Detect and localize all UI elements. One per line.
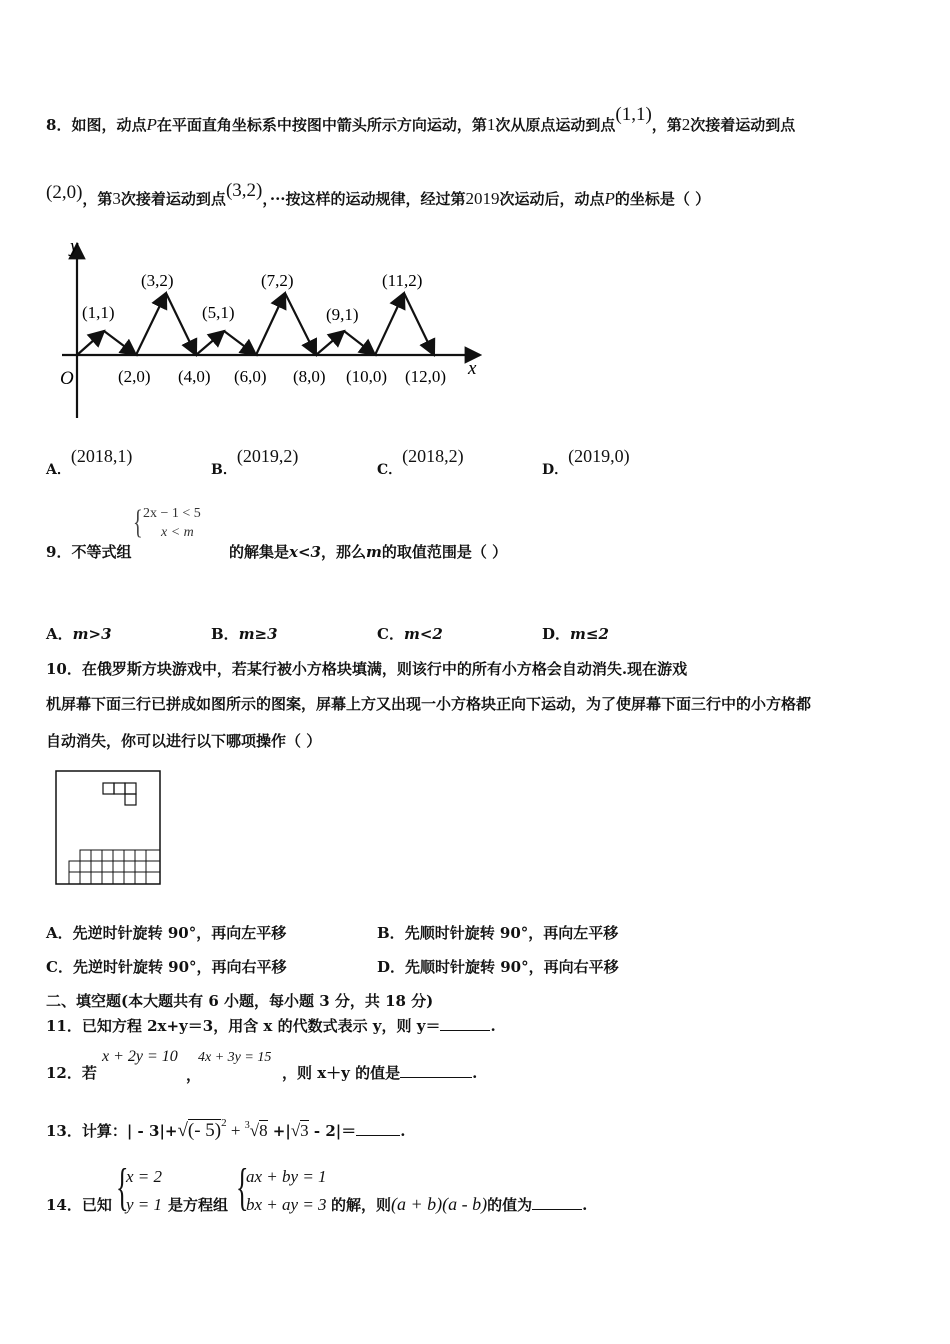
q10-option-a[interactable]: [46, 922, 286, 943]
option-value: 先逆时针旋转 90°，再向右平移: [72, 958, 287, 976]
q8-count-2: 2: [681, 115, 691, 134]
x-axis-label: x: [468, 358, 477, 379]
system-brace: {: [133, 504, 143, 541]
point-label: (8,0): [293, 367, 326, 386]
q13-text: +|: [267, 1122, 291, 1140]
q14-equation-1: ax + by = 1: [246, 1167, 327, 1186]
q8-number: 8: [46, 116, 57, 134]
q14-rest: [331, 1194, 587, 1215]
q10-option-c[interactable]: [46, 956, 287, 977]
q8-text: 次从原点运动到点: [495, 116, 616, 134]
cube-root-sign: √: [249, 1121, 260, 1140]
q8-count-3: 3: [112, 189, 121, 208]
game-screen-border: [56, 771, 160, 884]
answer-blank[interactable]: [532, 1195, 582, 1210]
q13-plus: +: [226, 1121, 245, 1140]
q12-rest: [282, 1062, 477, 1083]
q10-option-b[interactable]: [377, 922, 618, 943]
option-letter: C．: [377, 625, 404, 643]
point-label: (2,0): [118, 367, 151, 386]
q9-text: 的取值范围是（ ）: [381, 543, 508, 561]
q8-options: [46, 446, 886, 476]
q13-text: - 2|＝: [308, 1122, 357, 1140]
option-letter: D．: [377, 958, 406, 976]
option-c[interactable]: [377, 446, 464, 478]
q9-text: ，那么: [320, 543, 366, 561]
option-b[interactable]: [211, 446, 299, 478]
q9-text: ．不等式组: [56, 543, 132, 561]
q12-equation-1: x + 2y = 10: [102, 1048, 178, 1065]
option-b[interactable]: [211, 623, 278, 644]
q14-solution-system: [116, 1159, 168, 1220]
q9-text: 的解集是: [229, 543, 290, 561]
q11: [46, 1015, 496, 1036]
option-letter: B．: [377, 924, 405, 942]
q13-text: 13．计算：| - 3|+: [46, 1122, 178, 1140]
option-letter: C．: [377, 462, 403, 478]
q14-solution-y: y = 1: [126, 1195, 163, 1214]
q12-text: ，则 x＋y 的值是: [282, 1064, 401, 1082]
q8-text: ，第: [651, 116, 682, 134]
q8-count-1: 1: [486, 115, 496, 134]
path-segment: [256, 293, 285, 355]
point-label: (3,2): [141, 271, 174, 290]
point-p-label: P: [604, 189, 615, 208]
q8-motion-graph: [50, 232, 490, 424]
option-value: 先顺时针旋转 90°，再向右平移: [405, 958, 619, 976]
system-line-2: x < m: [161, 525, 194, 540]
path-segment: [404, 293, 434, 355]
q8-point-3: (3,2): [225, 180, 263, 201]
q14-equation-system: [236, 1159, 331, 1220]
q10-option-d[interactable]: [377, 956, 619, 977]
q9-variable-m: m: [365, 543, 382, 561]
option-c[interactable]: [377, 623, 443, 644]
q8-text: 的坐标是（ ）: [614, 190, 711, 208]
q12-separator: ，: [186, 1066, 202, 1084]
option-d[interactable]: [542, 446, 630, 478]
falling-piece: [103, 783, 136, 805]
q8-text: ，···按这样的运动规律，经过第: [262, 190, 466, 208]
q14-expression: (a + b)(a - b): [391, 1194, 488, 1214]
q8-text: ．如图，动点: [56, 116, 147, 134]
answer-blank[interactable]: [356, 1121, 400, 1136]
point-label: (12,0): [405, 367, 447, 386]
option-value: m≥3: [238, 625, 278, 643]
q11-text: 11．已知方程 2x+y＝3，用含 x 的代数式表示 y，则 y＝: [46, 1017, 441, 1035]
q8-point-1: (1,1): [615, 104, 652, 125]
option-a[interactable]: [46, 623, 112, 644]
q13-exponent: 2: [221, 1117, 227, 1129]
path-segment: [166, 293, 196, 355]
option-letter: A．: [46, 462, 71, 478]
option-a[interactable]: [46, 446, 133, 478]
point-label: (6,0): [234, 367, 267, 386]
option-value: 先顺时针旋转 90°，再向左平移: [404, 924, 619, 942]
q13-radicand-1: (- 5): [187, 1120, 222, 1141]
option-value: m>3: [72, 625, 112, 643]
q10-line-2: 机屏幕下面三行已拼成如图所示的图案，屏幕上方又出现一小方格块正向下运动，为了使屏幕下面三行中的小方格都: [46, 695, 812, 713]
q8-text: 次接着运动到点: [690, 116, 796, 134]
system-line-1: 2x − 1 < 5: [143, 506, 201, 521]
tetris-screen-figure: [55, 770, 162, 886]
option-value: m<2: [403, 625, 443, 643]
q8-count-2019: 2019: [465, 189, 500, 208]
option-value: m≤2: [570, 625, 609, 643]
option-d[interactable]: [542, 623, 609, 644]
option-letter: D．: [542, 625, 571, 643]
q12: [46, 1062, 97, 1083]
option-value: 先逆时针旋转 90°，再向左平移: [72, 924, 287, 942]
point-label: (1,1): [82, 303, 115, 322]
q10-line-3: 自动消失，你可以进行以下哪项操作（ ）: [46, 732, 322, 750]
q10-line-1: 10．在俄罗斯方块游戏中，若某行被小方格块填满，则该行中的所有小方格会自动消失.现在游戏: [46, 660, 688, 678]
point-label: (10,0): [346, 367, 388, 386]
q14-equation-2: bx + ay = 3: [246, 1195, 327, 1214]
option-letter: B．: [211, 462, 237, 478]
q8-text: 次接着运动到点: [120, 190, 226, 208]
q9-line: [46, 541, 131, 562]
q8-text: ，第: [82, 190, 113, 208]
path-segment: [316, 331, 344, 355]
option-value: (2019,0): [568, 446, 630, 466]
path-segment: [375, 293, 404, 355]
path-segment: [224, 331, 256, 355]
q13-cube-root-index: 3: [244, 1120, 250, 1131]
q14-solution-x: x = 2: [126, 1167, 163, 1186]
path-segment: [196, 331, 224, 355]
q9-number: 9: [46, 543, 57, 561]
q9-condition: x<3: [289, 543, 321, 561]
q11-end: .: [490, 1017, 496, 1035]
q8-line1: [46, 104, 796, 136]
option-letter: C．: [46, 958, 73, 976]
section-heading: 二、填空题(本大题共有 6 小题，每小题 3 分，共 18 分): [46, 992, 434, 1010]
path-segment: [285, 293, 316, 355]
sqrt-sign: √: [177, 1120, 188, 1141]
q12-equation-2: 4x + 3y = 15: [198, 1050, 272, 1065]
q12-end: .: [472, 1064, 478, 1082]
path-segment: [136, 293, 166, 355]
system-brace: {: [236, 1159, 249, 1216]
point-label: (7,2): [261, 271, 294, 290]
point-label: (9,1): [326, 305, 359, 324]
path-segment: [344, 331, 375, 355]
answer-blank[interactable]: [400, 1063, 472, 1078]
option-value: (2018,1): [70, 446, 133, 466]
q14-text: 14．已知: [46, 1196, 112, 1214]
system-brace: {: [116, 1159, 129, 1216]
option-value: (2019,2): [236, 446, 299, 466]
origin-label: O: [60, 368, 74, 389]
q14-text: 是方程组: [168, 1196, 229, 1214]
option-letter: D．: [542, 462, 569, 478]
q9-line-rest: [229, 541, 507, 562]
option-letter: A．: [46, 924, 73, 942]
q8-text: 次运动后，动点: [499, 190, 605, 208]
q9-inequality-system: [133, 506, 228, 546]
q13-radicand-3: 3: [300, 1121, 309, 1140]
sqrt-sign: √: [290, 1121, 301, 1140]
q14-end: .: [582, 1196, 588, 1214]
y-axis-label: y: [70, 236, 79, 257]
option-value: (2018,2): [402, 446, 464, 466]
path-segment: [77, 331, 104, 355]
point-p-label: P: [146, 115, 157, 134]
point-label: (4,0): [178, 367, 211, 386]
q8-text: 在平面直角坐标系中按图中箭头所示方向运动，第: [156, 116, 487, 134]
q13-end: .: [400, 1122, 406, 1140]
option-letter: A．: [46, 625, 73, 643]
q8-point-2: (2,0): [46, 182, 83, 203]
q8-line2: [46, 180, 711, 210]
q13: [46, 1117, 406, 1142]
q14-text: 的解，则: [331, 1196, 392, 1214]
option-letter: B．: [211, 625, 239, 643]
q12-text: 12．若: [46, 1064, 97, 1082]
point-label: (5,1): [202, 303, 235, 322]
bottom-rows: [69, 850, 160, 884]
path-segment: [104, 331, 136, 355]
q13-radicand-2: 8: [259, 1121, 268, 1140]
answer-blank[interactable]: [440, 1016, 490, 1031]
point-label: (11,2): [382, 271, 423, 290]
q14-text: 的值为: [487, 1196, 533, 1214]
